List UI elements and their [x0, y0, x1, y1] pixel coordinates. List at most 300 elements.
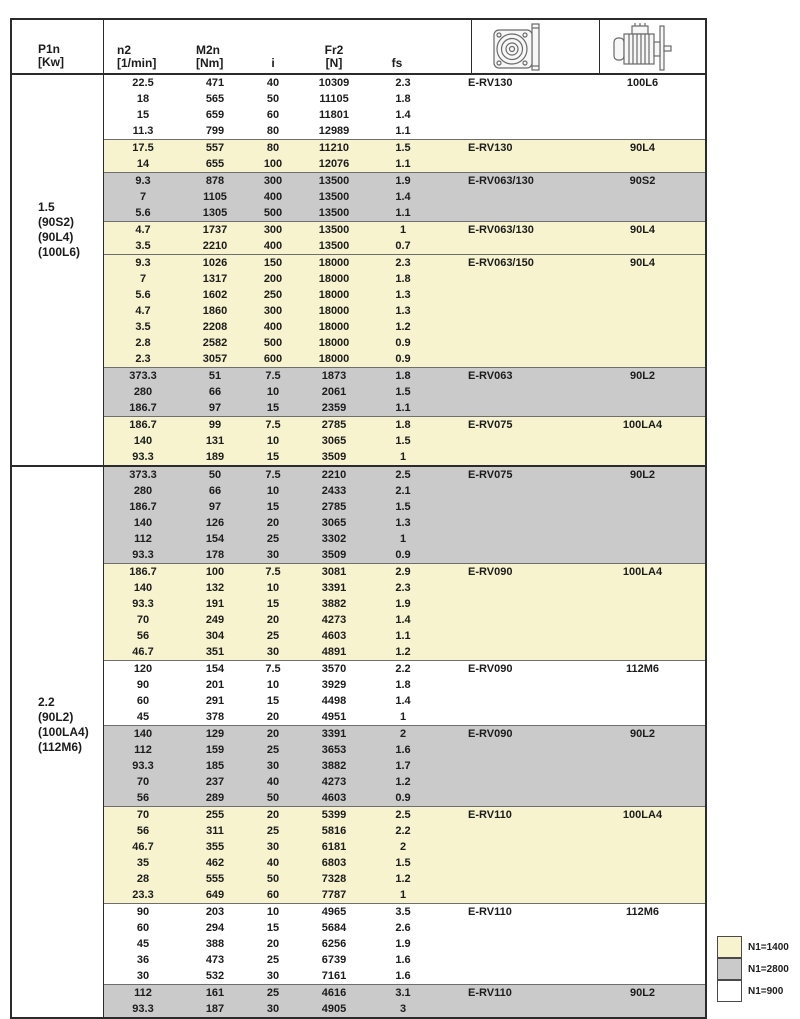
- fr2-value: 4905: [321, 1003, 347, 1015]
- m2n-value: 388: [205, 938, 225, 950]
- fs-value: 2: [399, 728, 407, 740]
- m2n-value: 557: [205, 142, 225, 154]
- i-value: 50: [266, 873, 280, 885]
- legend-item-n1-2800: [717, 958, 789, 980]
- i-value: 200: [263, 273, 283, 285]
- fs-value: 1: [399, 533, 407, 545]
- m2n-value: 201: [205, 679, 225, 691]
- gearbox-model: E-RV110: [468, 906, 512, 918]
- n2-value: 46.7: [132, 841, 154, 853]
- i-value: 150: [263, 257, 283, 269]
- m2n-value: 97: [208, 402, 222, 414]
- fr2-value: 4891: [321, 646, 347, 658]
- m2n-value: 129: [205, 728, 225, 740]
- n2-value: 30: [136, 970, 150, 982]
- table-row: [104, 823, 705, 839]
- motor-size: 100LA4: [622, 809, 663, 821]
- fs-value: 0.9: [395, 792, 411, 804]
- header-i: i: [271, 56, 275, 70]
- n2-value: 56: [136, 630, 150, 642]
- fs-value: 1.5: [395, 142, 411, 154]
- i-value: 40: [266, 77, 280, 89]
- n2-value: 70: [136, 776, 150, 788]
- i-value: 250: [263, 289, 283, 301]
- i-value: 80: [266, 142, 280, 154]
- n2-value: 14: [136, 158, 150, 170]
- fr2-value: 3391: [321, 582, 347, 594]
- fs-value: 1: [399, 451, 407, 463]
- m2n-value: 255: [205, 809, 225, 821]
- gearbox-model: E-RV090: [468, 728, 513, 740]
- fr2-value: 6803: [321, 857, 347, 869]
- i-value: 40: [266, 776, 280, 788]
- i-value: 30: [266, 646, 280, 658]
- fr2-value: 7161: [321, 970, 347, 982]
- m2n-value: 1602: [202, 289, 228, 301]
- fs-value: 1.2: [395, 321, 411, 333]
- i-value: 20: [266, 614, 280, 626]
- i-value: 15: [266, 501, 280, 513]
- power-value: 1.5: [38, 200, 55, 214]
- fs-value: 1.9: [395, 175, 411, 187]
- m2n-value: 1305: [202, 207, 228, 219]
- n2-value: 93.3: [132, 549, 154, 561]
- n2-value: 140: [133, 728, 153, 740]
- header-fs: fs: [391, 56, 403, 70]
- table-row: [104, 742, 705, 758]
- m2n-value: 126: [205, 517, 225, 529]
- gearbox-model: E-RV090: [468, 663, 513, 675]
- table-row: [104, 123, 705, 139]
- fs-value: 1.1: [395, 207, 411, 219]
- fr2-value: 18000: [318, 305, 350, 317]
- header-n2: n2 [1/min]: [117, 43, 157, 70]
- fr2-value: 18000: [318, 273, 350, 285]
- power-section: [12, 75, 705, 465]
- n2-value: 7: [139, 273, 147, 285]
- fr2-value: 5399: [321, 809, 347, 821]
- n2-value: 112: [134, 744, 152, 756]
- i-value: 30: [266, 841, 280, 853]
- table-row: [104, 255, 705, 271]
- fr2-value: 18000: [318, 289, 350, 301]
- m2n-value: 462: [205, 857, 225, 869]
- motor-size: 112M6: [625, 663, 660, 675]
- table-row: [104, 547, 705, 563]
- fs-value: 1.5: [395, 501, 411, 513]
- fs-value: 1.4: [395, 695, 411, 707]
- fs-value: 1.6: [395, 744, 411, 756]
- fs-value: 1.5: [395, 857, 411, 869]
- fr2-value: 11105: [319, 93, 349, 105]
- motor-option: (90L2): [38, 710, 74, 724]
- legend-label: N1=1400: [748, 941, 789, 953]
- fs-value: 1.6: [395, 970, 411, 982]
- motor-size: 112M6: [625, 906, 660, 918]
- n2-value: 7: [139, 191, 147, 203]
- table-row: [104, 920, 705, 936]
- n2-value: 5.6: [135, 289, 151, 301]
- i-value: 100: [263, 158, 283, 170]
- i-value: 50: [266, 93, 280, 105]
- table-row: [104, 467, 705, 483]
- i-value: 10: [266, 435, 280, 447]
- fr2-value: 2433: [321, 485, 347, 497]
- n2-value: 70: [136, 614, 150, 626]
- table-row: [104, 952, 705, 968]
- rating-group: [104, 563, 705, 660]
- fr2-value: 12989: [318, 125, 350, 137]
- m2n-value: 66: [208, 386, 222, 398]
- n2-value: 60: [136, 922, 150, 934]
- n2-value: 186.7: [129, 402, 157, 414]
- i-value: 500: [263, 207, 283, 219]
- motor-size: 100L6: [626, 77, 659, 89]
- table-row: [104, 726, 705, 742]
- rating-group: [104, 254, 705, 367]
- fr2-value: 7787: [321, 889, 347, 901]
- m2n-value: 555: [205, 873, 225, 885]
- fs-value: 2.3: [395, 257, 411, 269]
- p1n-cell: [12, 75, 104, 465]
- table-row: [104, 790, 705, 806]
- fs-value: 1.8: [395, 93, 411, 105]
- fs-value: 2.3: [395, 582, 411, 594]
- fs-value: 1.1: [395, 402, 411, 414]
- n2-value: 2.8: [135, 337, 151, 349]
- n2-value: 373.3: [129, 469, 157, 481]
- fr2-value: 2785: [321, 501, 347, 513]
- m2n-value: 237: [205, 776, 225, 788]
- p1n-cell: [12, 467, 104, 1017]
- fr2-value: 3509: [321, 549, 347, 561]
- m2n-value: 799: [205, 125, 225, 137]
- n2-value: 56: [136, 825, 150, 837]
- table-row: [104, 758, 705, 774]
- i-value: 600: [263, 353, 283, 365]
- m2n-value: 291: [205, 695, 225, 707]
- fs-value: 1.3: [395, 305, 411, 317]
- table-row: [104, 661, 705, 677]
- table-row: [104, 400, 705, 416]
- gearbox-model: E-RV110: [468, 987, 512, 999]
- m2n-value: 1860: [202, 305, 228, 317]
- i-value: 300: [263, 175, 283, 187]
- m2n-value: 2210: [202, 240, 228, 252]
- gearbox-header-cell: [471, 20, 599, 73]
- n2-value: 280: [133, 485, 153, 497]
- legend-label: N1=2800: [748, 963, 789, 975]
- fs-value: 1.4: [395, 614, 411, 626]
- fr2-value: 13500: [318, 191, 350, 203]
- m2n-value: 97: [208, 501, 222, 513]
- n2-value: 90: [136, 906, 150, 918]
- table-header: [12, 20, 705, 75]
- fr2-value: 10309: [318, 77, 350, 89]
- table-row: [104, 612, 705, 628]
- i-value: 60: [266, 889, 280, 901]
- table-row: [104, 156, 705, 172]
- rating-group: [104, 806, 705, 903]
- n2-value: 9.3: [135, 175, 151, 187]
- fs-value: 1: [399, 889, 407, 901]
- fs-value: 1.4: [395, 191, 411, 203]
- m2n-value: 378: [205, 711, 225, 723]
- fr2-value: 13500: [318, 207, 350, 219]
- n2-value: 140: [133, 435, 153, 447]
- fr2-value: 18000: [318, 337, 350, 349]
- gearbox-model: E-RV075: [468, 469, 513, 481]
- rating-group: [104, 172, 705, 221]
- gearbox-model: E-RV063: [468, 370, 513, 382]
- i-value: 7.5: [265, 370, 281, 382]
- fs-value: 1: [399, 224, 407, 236]
- gearbox-model: E-RV063/130: [468, 175, 534, 187]
- m2n-value: 100: [205, 566, 225, 578]
- fr2-value: 4273: [321, 614, 347, 626]
- table-row: [104, 173, 705, 189]
- n2-value: 11.3: [132, 125, 154, 137]
- m2n-value: 565: [205, 93, 225, 105]
- m2n-value: 154: [205, 663, 225, 675]
- i-value: 10: [266, 906, 280, 918]
- fr2-value: 7328: [321, 873, 347, 885]
- gearbox-model: E-RV090: [468, 566, 513, 578]
- i-value: 15: [266, 922, 280, 934]
- i-value: 25: [266, 987, 280, 999]
- fr2-value: 13500: [318, 224, 350, 236]
- fr2-value: 4965: [321, 906, 347, 918]
- m2n-value: 191: [205, 598, 225, 610]
- m2n-value: 1737: [202, 224, 228, 236]
- table-row: [104, 709, 705, 725]
- fr2-value: 2785: [321, 419, 347, 431]
- fs-value: 1.2: [395, 873, 411, 885]
- table-row: [104, 644, 705, 660]
- motor-size: 90S2: [629, 175, 656, 187]
- i-value: 15: [266, 695, 280, 707]
- table-row: [104, 855, 705, 871]
- fs-value: 1.8: [395, 273, 411, 285]
- fs-value: 2.5: [395, 469, 411, 481]
- rating-group: [104, 984, 705, 1017]
- table-row: [104, 531, 705, 547]
- table-row: [104, 189, 705, 205]
- n2-value: 56: [136, 792, 150, 804]
- rating-group: [104, 221, 705, 254]
- m2n-value: 66: [208, 485, 222, 497]
- n2-value: 70: [136, 809, 150, 821]
- legend-item-n1-1400: [717, 936, 789, 958]
- table-body: [12, 75, 705, 1017]
- m2n-value: 249: [205, 614, 225, 626]
- i-value: 50: [266, 792, 280, 804]
- fr2-value: 4603: [321, 630, 347, 642]
- fs-value: 3: [399, 1003, 407, 1015]
- fr2-value: 3882: [321, 760, 347, 772]
- i-value: 10: [266, 386, 280, 398]
- i-value: 30: [266, 760, 280, 772]
- fr2-value: 2210: [321, 469, 347, 481]
- fr2-value: 12076: [318, 158, 350, 170]
- m2n-value: 178: [205, 549, 225, 561]
- table-row: [104, 238, 705, 254]
- fr2-value: 5816: [321, 825, 347, 837]
- fs-value: 1.2: [395, 776, 411, 788]
- n2-value: 373.3: [129, 370, 157, 382]
- fs-value: 3.1: [395, 987, 411, 999]
- fr2-value: 4273: [321, 776, 347, 788]
- table-row: [104, 499, 705, 515]
- fs-value: 2.6: [395, 922, 411, 934]
- table-row: [104, 968, 705, 984]
- table-row: [104, 904, 705, 920]
- legend-swatch-yellow: [717, 936, 742, 958]
- n2-value: 15: [136, 109, 150, 121]
- i-value: 400: [263, 191, 283, 203]
- i-value: 15: [266, 451, 280, 463]
- i-value: 60: [266, 109, 280, 121]
- m2n-value: 351: [205, 646, 225, 658]
- i-value: 7.5: [265, 663, 281, 675]
- fs-value: 1.8: [395, 679, 411, 691]
- fr2-value: 4603: [321, 792, 347, 804]
- m2n-value: 132: [205, 582, 225, 594]
- fr2-value: 13500: [318, 175, 350, 187]
- table-row: [104, 319, 705, 335]
- n2-value: 5.6: [135, 207, 151, 219]
- gearbox-model: E-RV063/130: [468, 224, 534, 236]
- m2n-value: 649: [205, 889, 225, 901]
- fs-value: 2.2: [395, 825, 411, 837]
- n2-value: 17.5: [132, 142, 154, 154]
- n2-value: 93.3: [132, 1003, 154, 1015]
- i-value: 10: [266, 485, 280, 497]
- electric-motor-side-icon: [610, 22, 676, 72]
- fs-value: 2.2: [395, 663, 411, 675]
- n2-value: 28: [136, 873, 150, 885]
- fr2-value: 3065: [321, 517, 347, 529]
- fs-value: 1: [399, 711, 407, 723]
- table-row: [104, 871, 705, 887]
- m2n-value: 185: [205, 760, 225, 772]
- m2n-value: 2208: [202, 321, 228, 333]
- m2n-value: 189: [205, 451, 225, 463]
- fs-value: 1.8: [395, 419, 411, 431]
- table-row: [104, 596, 705, 612]
- n2-value: 140: [133, 582, 153, 594]
- m2n-value: 471: [205, 77, 225, 89]
- fr2-value: 18000: [318, 257, 350, 269]
- motor-option: (112M6): [38, 740, 83, 754]
- table-row: [104, 564, 705, 580]
- fs-value: 1.5: [395, 386, 411, 398]
- table-row: [104, 91, 705, 107]
- table-row: [104, 515, 705, 531]
- table-row: [104, 107, 705, 123]
- fs-value: 1.1: [395, 158, 411, 170]
- i-value: 25: [266, 533, 280, 545]
- i-value: 400: [263, 240, 283, 252]
- fr2-value: 6181: [321, 841, 347, 853]
- fs-value: 0.9: [395, 549, 411, 561]
- n2-value: 9.3: [135, 257, 151, 269]
- n2-value: 112: [134, 533, 152, 545]
- fs-value: 1.2: [395, 646, 411, 658]
- header-fr2: Fr2 [N]: [324, 43, 344, 70]
- rating-group: [104, 903, 705, 984]
- n2-value: 3.5: [135, 240, 151, 252]
- motor-option: (90L4): [38, 230, 74, 244]
- n2-value: 4.7: [135, 305, 151, 317]
- fs-value: 1.3: [395, 517, 411, 529]
- fs-value: 3.5: [395, 906, 411, 918]
- table-row: [104, 693, 705, 709]
- i-value: 10: [266, 679, 280, 691]
- fr2-value: 3081: [321, 566, 347, 578]
- p1n-label: [12, 75, 103, 260]
- i-value: 7.5: [265, 566, 281, 578]
- i-value: 20: [266, 728, 280, 740]
- m2n-value: 51: [208, 370, 222, 382]
- table-row: [104, 580, 705, 596]
- gearbox-model: E-RV063/150: [468, 257, 534, 269]
- rating-group: [104, 467, 705, 563]
- fs-value: 2.9: [395, 566, 411, 578]
- n2-value: 186.7: [129, 419, 157, 431]
- i-value: 30: [266, 1003, 280, 1015]
- fr2-value: 3929: [321, 679, 347, 691]
- i-value: 30: [266, 970, 280, 982]
- legend-swatch-white: [717, 980, 742, 1002]
- i-value: 20: [266, 938, 280, 950]
- fr2-value: 2359: [321, 402, 347, 414]
- n2-value: 280: [133, 386, 153, 398]
- n2-value: 23.3: [132, 889, 154, 901]
- worm-gearbox-front-icon: [488, 22, 546, 72]
- m2n-value: 1105: [203, 191, 227, 203]
- i-value: 300: [263, 224, 283, 236]
- m2n-value: 655: [205, 158, 225, 170]
- header-p1n-line2: [Kw]: [38, 55, 64, 69]
- fr2-value: 18000: [318, 321, 350, 333]
- header-p1n-line1: P1n: [38, 42, 61, 56]
- fr2-value: 3302: [321, 533, 347, 545]
- table-row: [104, 677, 705, 693]
- m2n-value: 294: [205, 922, 225, 934]
- rating-group: [104, 367, 705, 416]
- n2-value: 112: [134, 987, 152, 999]
- gearbox-model: E-RV130: [468, 142, 513, 154]
- fs-value: 0.9: [395, 353, 411, 365]
- motor-option: (100L6): [38, 245, 81, 259]
- fs-value: 1.8: [395, 370, 411, 382]
- table-row: [104, 222, 705, 238]
- fs-value: 2.5: [395, 809, 411, 821]
- rating-group: [104, 75, 705, 139]
- fr2-value: 3509: [321, 451, 347, 463]
- motor-size: 90L4: [629, 257, 656, 269]
- table-row: [104, 449, 705, 465]
- motor-size: 100LA4: [622, 419, 663, 431]
- i-value: 20: [266, 517, 280, 529]
- table-row: [104, 839, 705, 855]
- n2-value: 18: [136, 93, 150, 105]
- rating-group: [104, 416, 705, 465]
- i-value: 7.5: [265, 469, 281, 481]
- fs-value: 2.3: [395, 77, 411, 89]
- i-value: 500: [263, 337, 283, 349]
